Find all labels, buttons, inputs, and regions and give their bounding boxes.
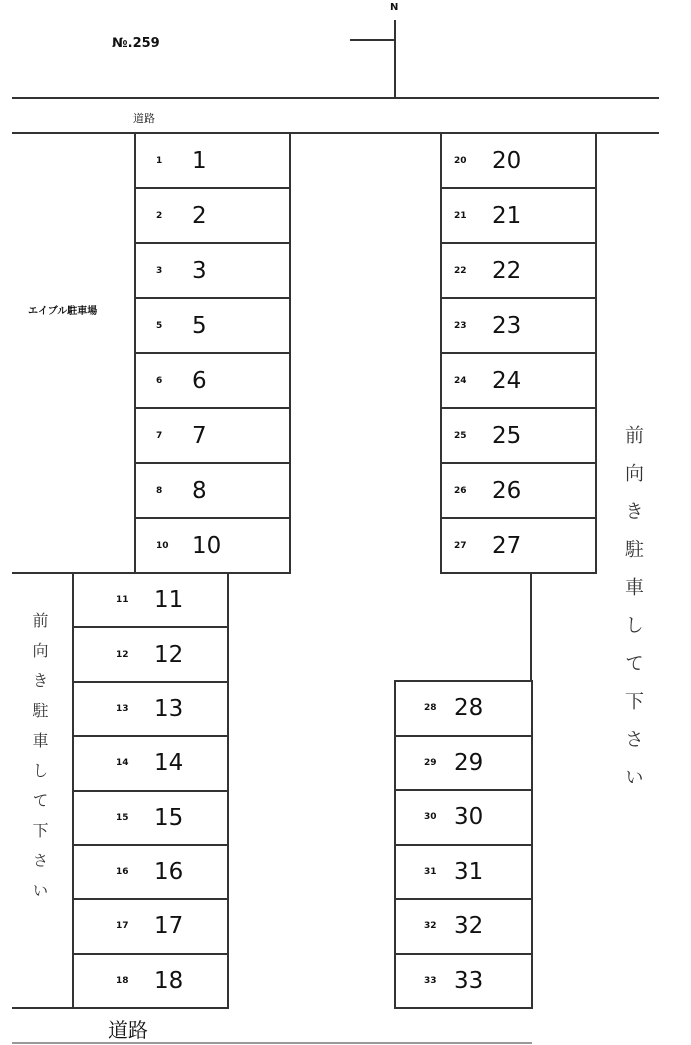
space-small-number: 7 [156, 430, 163, 441]
parking-column-a [134, 132, 291, 574]
space-small-number: 16 [116, 867, 129, 878]
space-number: 29 [454, 749, 484, 776]
space-small-number: 29 [424, 757, 437, 768]
space-small-number: 11 [116, 595, 129, 606]
space-small-number: 13 [116, 703, 129, 714]
parking-space-26 [442, 462, 595, 517]
space-number: 20 [492, 147, 522, 174]
space-number: 3 [192, 257, 207, 284]
north-arrow-bar [350, 39, 395, 41]
space-number: 24 [492, 367, 522, 394]
space-small-number: 17 [116, 921, 129, 932]
parking-space-16 [74, 844, 227, 898]
north-arrow-icon [394, 20, 396, 98]
space-small-number: 31 [424, 866, 437, 877]
road-label-top: 道路 [133, 112, 155, 125]
parking-column-b [440, 132, 597, 574]
parking-space-22 [442, 242, 595, 297]
parking-space-27 [442, 517, 595, 574]
space-small-number: 23 [454, 320, 467, 331]
space-small-number: 21 [454, 210, 467, 221]
space-small-number: 2 [156, 210, 163, 221]
space-number: 11 [154, 587, 184, 614]
space-number: 26 [492, 477, 522, 504]
lot-number: №.259 [112, 36, 160, 51]
space-number: 7 [192, 422, 207, 449]
road-label-bottom: 道路 [108, 1018, 148, 1042]
space-small-number: 18 [116, 975, 129, 986]
parking-space-10 [136, 517, 289, 574]
space-small-number: 1 [156, 155, 163, 166]
right-connector-line [530, 572, 532, 682]
space-number: 27 [492, 532, 522, 559]
space-number: 18 [154, 967, 184, 994]
space-number: 30 [454, 804, 484, 831]
space-number: 22 [492, 257, 522, 284]
parking-space-24 [442, 352, 595, 407]
parking-column-d [394, 680, 533, 1009]
space-small-number: 30 [424, 812, 437, 823]
notice-right: 前向き駐車して下さい [622, 425, 644, 805]
parking-space-8 [136, 462, 289, 517]
parking-space-14 [74, 735, 227, 789]
parking-space-28 [396, 680, 531, 735]
space-number: 15 [154, 804, 184, 831]
space-small-number: 15 [116, 812, 129, 823]
space-number: 10 [192, 532, 222, 559]
space-number: 6 [192, 367, 207, 394]
space-small-number: 28 [424, 703, 437, 714]
parking-space-23 [442, 297, 595, 352]
parking-space-12 [74, 626, 227, 680]
parking-space-17 [74, 898, 227, 952]
parking-space-5 [136, 297, 289, 352]
lot-name: エイブル駐車場 [28, 306, 98, 317]
left-boundary-line [12, 572, 135, 574]
north-label: N [390, 2, 399, 13]
space-number: 16 [154, 859, 184, 886]
parking-space-20 [442, 132, 595, 187]
space-small-number: 32 [424, 921, 437, 932]
parking-space-6 [136, 352, 289, 407]
notice-left: 前向き駐車して下さい [30, 612, 49, 912]
space-number: 31 [454, 858, 484, 885]
space-small-number: 10 [156, 540, 169, 551]
space-small-number: 3 [156, 265, 163, 276]
parking-space-30 [396, 789, 531, 844]
parking-space-32 [396, 898, 531, 953]
parking-space-2 [136, 187, 289, 242]
space-number: 28 [454, 695, 484, 722]
space-small-number: 6 [156, 375, 163, 386]
space-small-number: 20 [454, 155, 467, 166]
space-number: 8 [192, 477, 207, 504]
parking-column-c [72, 572, 229, 1009]
space-number: 14 [154, 750, 184, 777]
parking-space-33 [396, 953, 531, 1010]
space-small-number: 26 [454, 485, 467, 496]
parking-space-1 [136, 132, 289, 187]
space-number: 21 [492, 202, 522, 229]
space-small-number: 5 [156, 320, 163, 331]
road-top-edge [12, 97, 659, 99]
space-number: 33 [454, 967, 484, 994]
space-small-number: 25 [454, 430, 467, 441]
space-number: 2 [192, 202, 207, 229]
space-small-number: 22 [454, 265, 467, 276]
space-small-number: 12 [116, 649, 129, 660]
parking-space-25 [442, 407, 595, 462]
bottom-boundary-line [12, 1007, 74, 1009]
space-number: 23 [492, 312, 522, 339]
space-small-number: 8 [156, 485, 163, 496]
space-small-number: 27 [454, 540, 467, 551]
parking-space-21 [442, 187, 595, 242]
space-number: 1 [192, 147, 207, 174]
space-number: 12 [154, 641, 184, 668]
parking-space-15 [74, 790, 227, 844]
parking-space-3 [136, 242, 289, 297]
space-small-number: 33 [424, 975, 437, 986]
parking-space-18 [74, 953, 227, 1009]
space-small-number: 14 [116, 758, 129, 769]
space-small-number: 24 [454, 375, 467, 386]
parking-space-31 [396, 844, 531, 899]
parking-space-7 [136, 407, 289, 462]
space-number: 25 [492, 422, 522, 449]
space-number: 32 [454, 913, 484, 940]
bottom-road-edge [12, 1042, 532, 1044]
parking-space-13 [74, 681, 227, 735]
space-number: 5 [192, 312, 207, 339]
space-number: 13 [154, 695, 184, 722]
parking-space-29 [396, 735, 531, 790]
space-number: 17 [154, 913, 184, 940]
parking-space-11 [74, 572, 227, 626]
